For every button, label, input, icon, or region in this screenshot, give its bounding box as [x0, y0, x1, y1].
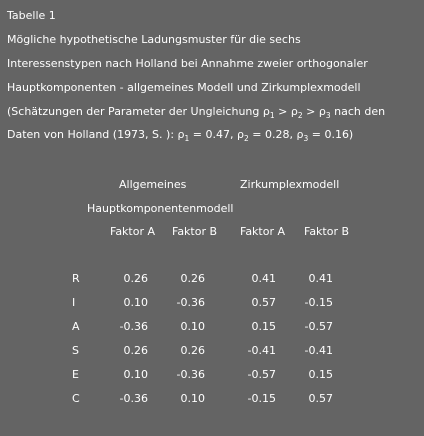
row-label: A	[72, 320, 80, 333]
group-header-general-line1: Allgemeines	[119, 178, 187, 191]
caption-line-5: Daten von Holland (1973, S. ): $\rho_1 = 0.47$, $\rho_2 = 0.28$, $\rho_3 = 0.16$)	[7, 128, 354, 143]
cell-value: 0.10	[180, 320, 205, 333]
cell-value: 0.26	[123, 272, 148, 285]
cell-value: -0.15	[304, 296, 333, 309]
row-label: C	[72, 392, 80, 405]
cell-value: 0.57	[308, 392, 333, 405]
caption-line-4: (Schätzungen der Parameter der Ungleichung $\rho_1 > \rho_2 > \rho_3$ nach den	[7, 105, 386, 120]
cell-value: 0.10	[123, 368, 148, 381]
row-label: E	[72, 368, 79, 381]
caption-line-1: Mögliche hypothetische Ladungsmuster für die sechs	[7, 33, 301, 46]
col-header-circumplex-factor-b: Faktor B	[304, 225, 350, 238]
cell-value: -0.36	[176, 368, 205, 381]
row-label: R	[72, 272, 80, 285]
cell-value: -0.57	[304, 320, 333, 333]
cell-value: -0.36	[176, 296, 205, 309]
cell-value: -0.36	[119, 392, 148, 405]
table-title: Tabelle 1	[7, 9, 56, 22]
cell-value: 0.26	[180, 344, 205, 357]
cell-value: 0.41	[251, 272, 276, 285]
cell-value: -0.15	[247, 392, 276, 405]
group-header-general-line2: Hauptkomponentenmodell	[87, 202, 234, 215]
row-label: S	[72, 344, 79, 357]
cell-value: -0.57	[247, 368, 276, 381]
cell-value: 0.15	[308, 368, 333, 381]
col-header-general-factor-a: Faktor A	[110, 225, 156, 238]
caption-line-3: Hauptkomponenten - allgemeines Modell und Zirkumplexmodell	[7, 81, 361, 94]
row-label: I	[72, 296, 76, 309]
caption-line-2: Interessenstypen nach Holland bei Annahme zweier orthogonaler	[7, 57, 368, 70]
cell-value: 0.15	[251, 320, 276, 333]
col-header-general-factor-b: Faktor B	[172, 225, 218, 238]
cell-value: -0.41	[304, 344, 333, 357]
cell-value: -0.41	[247, 344, 276, 357]
cell-value: 0.41	[308, 272, 333, 285]
cell-value: 0.26	[180, 272, 205, 285]
cell-value: 0.57	[251, 296, 276, 309]
cell-value: -0.36	[119, 320, 148, 333]
group-header-circumplex: Zirkumplexmodell	[240, 178, 340, 191]
cell-value: 0.10	[180, 392, 205, 405]
cell-value: 0.26	[123, 344, 148, 357]
cell-value: 0.10	[123, 296, 148, 309]
col-header-circumplex-factor-a: Faktor A	[240, 225, 286, 238]
